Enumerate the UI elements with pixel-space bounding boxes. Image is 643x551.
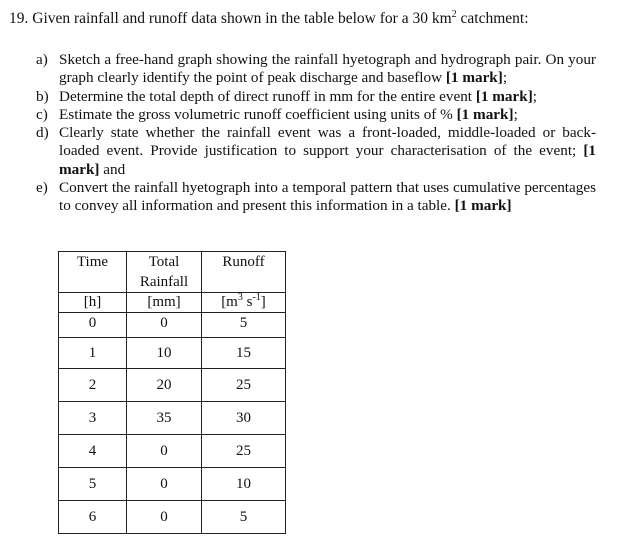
- part-letter: e): [36, 179, 48, 197]
- rainfall-runoff-table: [58, 251, 286, 534]
- cell-rainfall: 0: [127, 313, 202, 338]
- cell-rainfall: 35: [127, 402, 202, 435]
- cell-time: 1: [59, 338, 127, 369]
- part-mark: [1 mark]: [445, 69, 503, 87]
- part-mark: [1 mark]: [59, 142, 596, 178]
- part-letter: c): [36, 105, 48, 123]
- header-time: Time: [59, 252, 127, 293]
- cell-runoff: 25: [202, 369, 286, 402]
- cell-rainfall: 0: [127, 468, 202, 501]
- cell-runoff: 5: [202, 501, 286, 534]
- cell-time: 5: [59, 468, 127, 501]
- cell-runoff: 5: [202, 313, 286, 338]
- table-row: [59, 501, 286, 534]
- cell-time: 4: [59, 435, 127, 468]
- cell-time: 3: [59, 402, 127, 435]
- unit-rainfall: [mm]: [127, 293, 202, 313]
- part-a: a) Sketch a free-hand graph showing the rainfall hyetograph and hydrograph pair. On your graph clearly identify the point of peak discharge and baseflow [1 mark];: [36, 51, 596, 87]
- header-total-rainfall: Total Rainfall: [127, 252, 202, 293]
- question-prompt: Given rainfall and runoff data shown in the table below for a 30 $km^2$ catchment:: [32, 9, 529, 27]
- cell-runoff: 30: [202, 402, 286, 435]
- part-text: Estimate the gross volumetric runoff coefficient using units of %: [59, 105, 457, 123]
- question-parts-list: [36, 51, 596, 216]
- table-row: [59, 435, 286, 468]
- part-text: Determine the total depth of direct runoff in mm for the entire event: [59, 87, 476, 105]
- part-e: [36, 179, 596, 216]
- part-letter: d): [36, 124, 49, 142]
- cell-runoff: 10: [202, 468, 286, 501]
- header-runoff: Runoff: [202, 252, 286, 293]
- cell-time: 0: [59, 313, 127, 338]
- cell-rainfall: 0: [127, 501, 202, 534]
- table-row: [59, 369, 286, 402]
- part-letter: b): [36, 87, 49, 105]
- cell-time: 2: [59, 369, 127, 402]
- part-mark: [1 mark]: [454, 197, 512, 215]
- cell-time: 6: [59, 501, 127, 534]
- km-squared-superscript: 2: [451, 9, 457, 20]
- cell-rainfall: 20: [127, 369, 202, 402]
- part-text: Convert the rainfall hyetograph into a temporal pattern that uses cumulative percentages to convey all information and present this information in a table.: [59, 179, 596, 215]
- table-row: [59, 402, 286, 435]
- table-row: [59, 338, 286, 369]
- table-row: [59, 468, 286, 501]
- question-number: 19.: [9, 10, 29, 27]
- cell-rainfall: 0: [127, 435, 202, 468]
- cell-runoff: 25: [202, 435, 286, 468]
- part-text: Clearly state whether the rainfall event was a front-loaded, middle-loaded or back-loaded event. Provide justification to support your characterisation of the event;: [59, 124, 596, 160]
- cell-runoff: 15: [202, 338, 286, 369]
- table-row: [59, 313, 286, 338]
- table-header-row: [59, 252, 286, 293]
- part-text: Sketch a free-hand graph showing the rainfall hyetograph and hydrograph pair. On your graph clearly identify the point of peak discharge and baseflow: [59, 51, 596, 87]
- unit-runoff: [$m^3$ $s^{-1}$]: [202, 293, 286, 313]
- part-b: b) Determine the total depth of direct runoff in mm for the entire event [1 mark];: [36, 87, 537, 105]
- part-d: d) Clearly state whether the rainfall event was a front-loaded, middle-loaded or back-loaded event. Provide justification to support your characterisation of the event; [1 mark] and: [36, 124, 596, 178]
- unit-time: [h]: [59, 293, 127, 313]
- part-c: c) Estimate the gross volumetric runoff coefficient using units of % [1 mark];: [36, 105, 518, 123]
- part-mark: [1 mark]: [456, 105, 514, 123]
- part-mark: [1 mark]: [475, 87, 533, 105]
- table-units-row: [59, 293, 286, 313]
- question-title: [9, 9, 529, 29]
- part-letter: a): [36, 51, 48, 68]
- cell-rainfall: 10: [127, 338, 202, 369]
